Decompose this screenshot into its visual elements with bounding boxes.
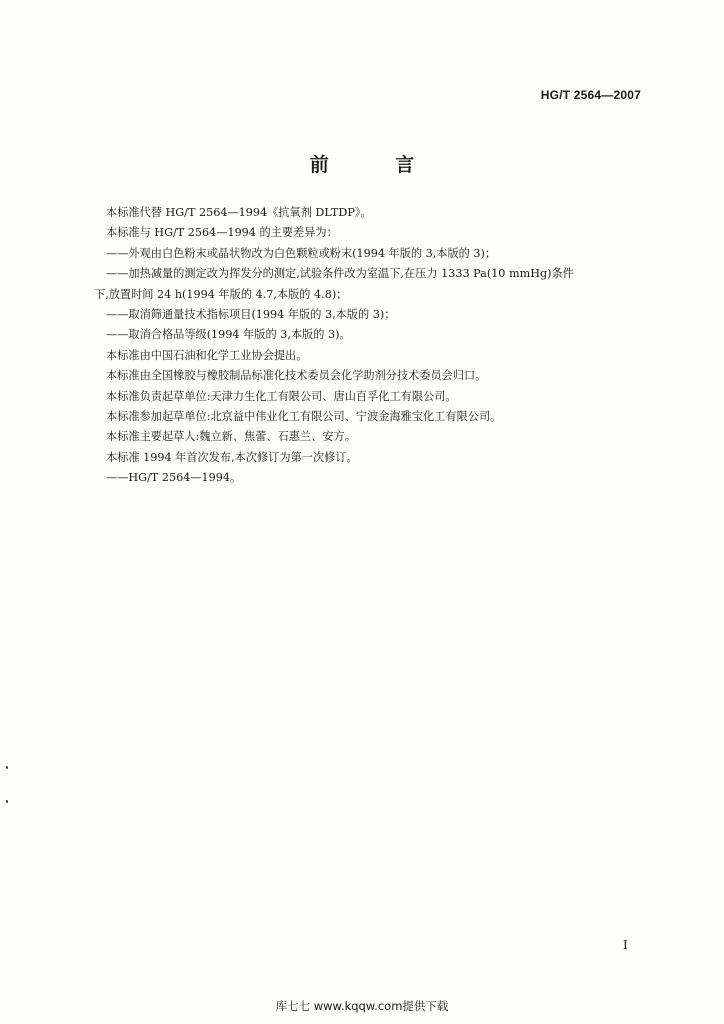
paragraph: 本标准由全国橡胶与橡胶制品标准化技术委员会化学助剂分技术委员会归口。 [106,369,487,383]
paragraph: 本标准 1994 年首次发布,本次修订为第一次修订。 [106,450,358,464]
standard-number: HG/T 2564—2007 [540,88,641,102]
paragraph: 本标准参加起草单位:北京益中伟业化工有限公司、宁波金海雅宝化工有限公司。 [106,410,502,424]
foreword-body [94,203,654,489]
paragraph-continuation: 下,放置时间 24 h(1994 年版的 4.7,本版的 4.8)； [94,287,348,301]
scan-speck [6,800,8,803]
paragraph: ——外观由白色粉末或晶状物改为白色颗粒或粉末(1994 年版的 3,本版的 3)； [106,246,497,260]
paragraph: 本标准负责起草单位:天津力生化工有限公司、唐山百孚化工有限公司。 [106,389,457,403]
page-title: 前 言 [309,154,445,176]
scan-speck [6,766,8,769]
paragraph: 本标准主要起草人:魏立新、焦蕾、石惠兰、安方。 [106,430,356,444]
paragraph: 本标准与 HG/T 2564—1994 的主要差异为： [106,226,338,240]
paragraph: ——取消合格品等级(1994 年版的 3,本版的 3)。 [106,328,351,342]
page-number: I [623,938,628,952]
paragraph: ——取消筛通量技术指标项目(1994 年版的 3,本版的 3)； [106,308,396,322]
download-footer: 库七七 www.kqqw.com提供下载 [275,999,449,1013]
paragraph: 本标准代替 HG/T 2564—1994《抗氧剂 DLTDP》。 [106,206,372,219]
paragraph: 本标准由中国石油和化学工业协会提出。 [106,348,308,362]
paragraph: ——加热减量的测定改为挥发分的测定,试验条件改为室温下,在压力 1333 Pa(10 mmHg)条件 [106,267,574,281]
paragraph: ——HG/T 2564—1994。 [106,471,242,485]
